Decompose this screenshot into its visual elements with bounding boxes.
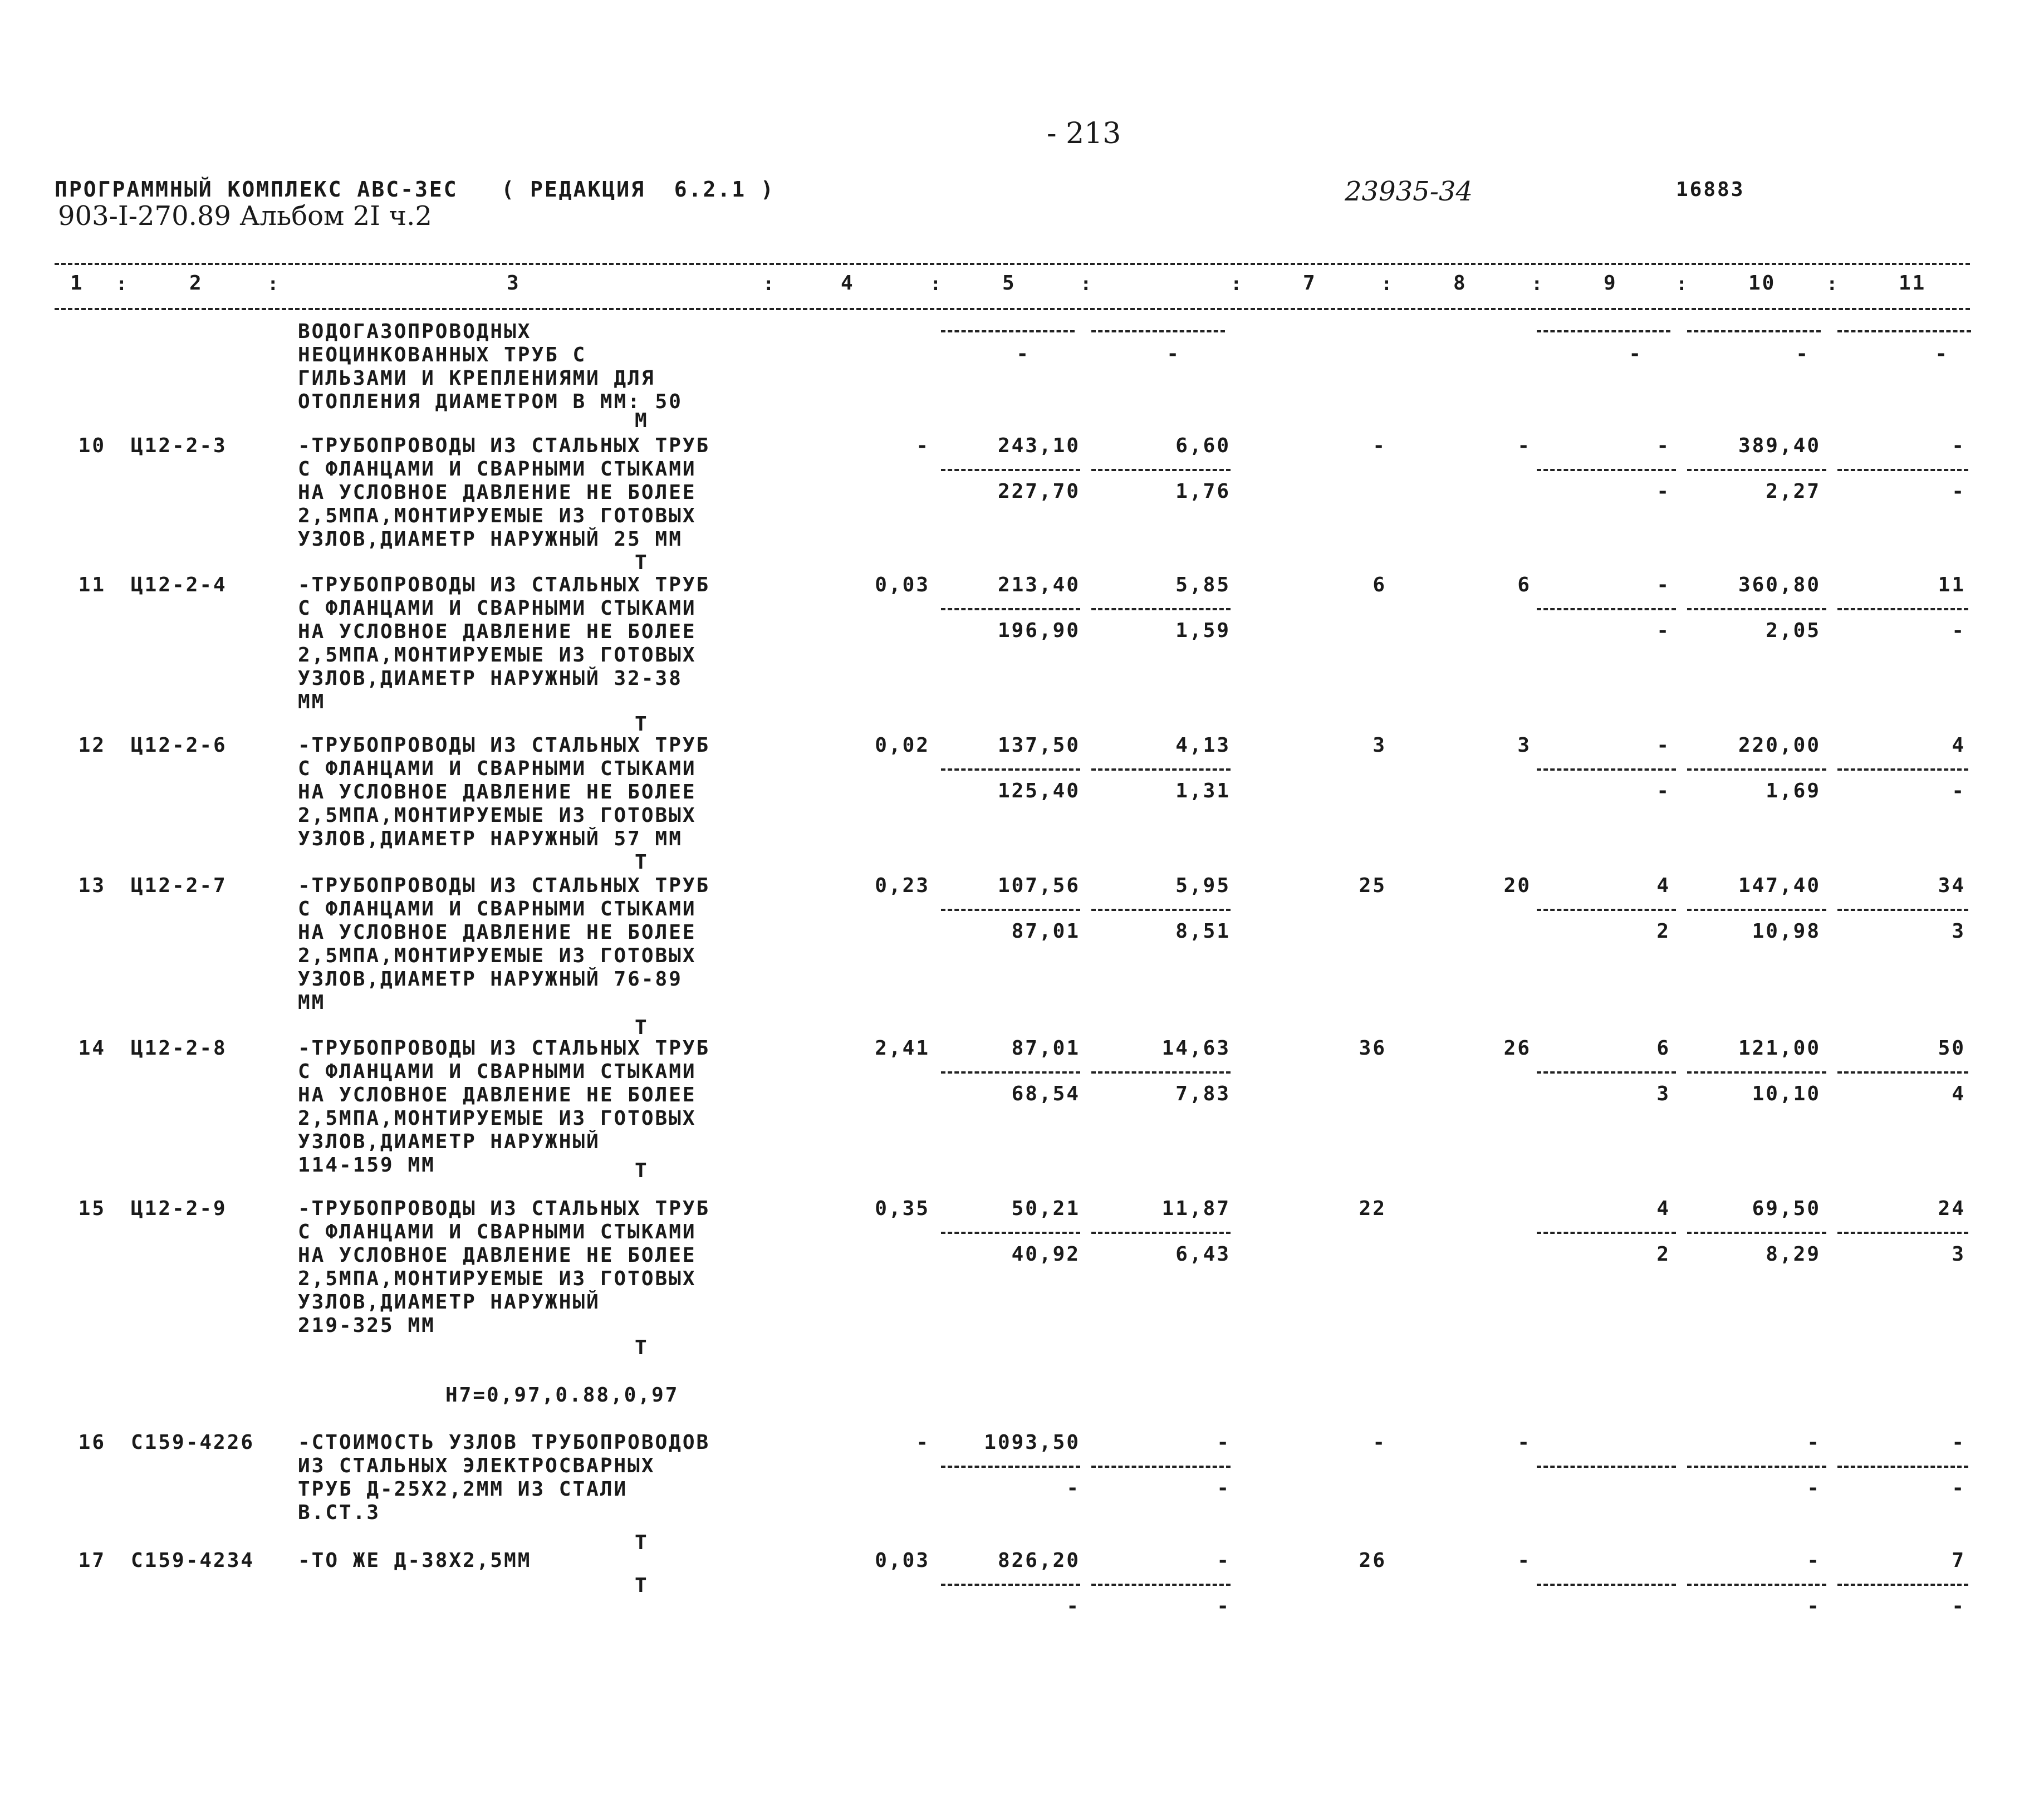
col5-top: 107,56 — [997, 874, 1080, 897]
row-unit: Т — [635, 851, 649, 874]
col7-value: 25 — [1359, 874, 1386, 897]
table-header-rule — [55, 308, 1970, 310]
column-header-9: 9 — [1604, 272, 1617, 295]
col4-value: - — [916, 434, 930, 457]
col11-top: 4 — [1952, 734, 1965, 757]
cell-separator — [1687, 608, 1826, 610]
col5-bottom: 40,92 — [1011, 1243, 1080, 1266]
col11-top: 7 — [1952, 1549, 1965, 1572]
cell-separator — [941, 469, 1080, 471]
col7-value: 3 — [1373, 734, 1386, 757]
cell-separator — [1091, 1466, 1231, 1468]
row-code: Ц12-2-7 — [131, 874, 227, 897]
col10-top: 69,50 — [1752, 1197, 1821, 1220]
coefficient-note: Н7=0,97,0.88,0,97 — [445, 1384, 679, 1407]
document-code: 23935-34 — [1345, 176, 1473, 207]
col9-bottom: 2 — [1656, 1243, 1670, 1266]
cell-separator — [1537, 330, 1670, 332]
col10-top: 147,40 — [1738, 874, 1821, 897]
column-separator: : — [116, 273, 129, 295]
col9-top: 6 — [1656, 1037, 1670, 1060]
row-unit: М — [635, 409, 649, 432]
col11-bottom: 3 — [1952, 920, 1965, 943]
col10-bottom: 2,05 — [1766, 619, 1821, 642]
col5-bottom: - — [1066, 1477, 1080, 1500]
row-unit: Т — [635, 713, 649, 736]
col9-bottom: - — [1629, 342, 1643, 365]
cell-separator — [1837, 768, 1968, 771]
col8-value: 3 — [1517, 734, 1531, 757]
row-number: 13 — [78, 874, 106, 897]
col11-bottom: 3 — [1952, 1243, 1965, 1266]
col11-bottom: - — [1952, 1477, 1965, 1500]
col6-top: 4,13 — [1175, 734, 1231, 757]
row-description: ВОДОГАЗОПРОВОДНЫХ НЕОЦИНКОВАННЫХ ТРУБ С ГИЛЬЗАМИ И КРЕПЛЕНИЯМИ ДЛЯ ОТОПЛЕНИЯ ДИАМЕТРОМ В ММ: 50 — [298, 320, 683, 413]
row-code: С159-4226 — [131, 1431, 255, 1454]
column-header-3: 3 — [507, 272, 521, 295]
col4-value: 0,03 — [875, 1549, 930, 1572]
col10-top: 389,40 — [1738, 434, 1821, 457]
col6-top: 14,63 — [1161, 1037, 1231, 1060]
cell-separator — [941, 1584, 1080, 1586]
col6-top: - — [1217, 1549, 1231, 1572]
col9-bottom: - — [1656, 619, 1670, 642]
col10-bottom: 1,69 — [1766, 780, 1821, 802]
cell-separator — [941, 1466, 1080, 1468]
cell-separator — [1537, 1466, 1676, 1468]
cell-separator — [1837, 909, 1968, 911]
col11-bottom: - — [1935, 342, 1949, 365]
col7-value: - — [1373, 434, 1386, 457]
col6-bottom: 1,59 — [1175, 619, 1231, 642]
col5-bottom: 196,90 — [997, 619, 1080, 642]
col10-top: - — [1807, 1549, 1821, 1572]
col5-top: 826,20 — [997, 1549, 1080, 1572]
cell-separator — [1537, 909, 1676, 911]
col10-bottom: 2,27 — [1766, 480, 1821, 503]
cell-separator — [1091, 909, 1231, 911]
col11-bottom: 4 — [1952, 1082, 1965, 1105]
cell-separator — [941, 768, 1080, 771]
column-header-11: 11 — [1899, 272, 1927, 295]
col10-top: 121,00 — [1738, 1037, 1821, 1060]
col5-bottom: 68,54 — [1011, 1082, 1080, 1105]
col6-bottom: 1,76 — [1175, 480, 1231, 503]
cell-separator — [1687, 1584, 1826, 1586]
cell-separator — [1837, 608, 1968, 610]
column-separator: : — [1080, 273, 1094, 295]
col6-bottom: 6,43 — [1175, 1243, 1231, 1266]
cell-separator — [1091, 608, 1231, 610]
col8-value: - — [1517, 1549, 1531, 1572]
col5-bottom: 125,40 — [997, 780, 1080, 802]
cell-separator — [1537, 1071, 1676, 1074]
column-separator: : — [1676, 273, 1689, 295]
col9-bottom: 3 — [1656, 1082, 1670, 1105]
col11-top: 24 — [1938, 1197, 1965, 1220]
col6-top: 11,87 — [1161, 1197, 1231, 1220]
cell-separator — [1687, 1466, 1826, 1468]
col4-value: 0,02 — [875, 734, 930, 757]
col11-top: - — [1952, 1431, 1965, 1454]
col10-top: 220,00 — [1738, 734, 1821, 757]
col5-top: 87,01 — [1011, 1037, 1080, 1060]
col11-top: 34 — [1938, 874, 1965, 897]
row-unit: Т — [635, 1531, 649, 1554]
column-separator: : — [1826, 273, 1840, 295]
col9-bottom: - — [1656, 780, 1670, 802]
row-description: -ТРУБОПРОВОДЫ ИЗ СТАЛЬНЫХ ТРУБ С ФЛАНЦАМИ И СВАРНЫМИ СТЫКАМИ НА УСЛОВНОЕ ДАВЛЕНИЕ НЕ БОЛЕЕ 2,5МПА,МОНТИРУЕМЫЕ ИЗ ГОТОВЫХ УЗЛОВ,ДИАМЕТР НАРУЖНЫЙ 57 ММ — [298, 734, 710, 850]
row-number: 11 — [78, 574, 106, 596]
cell-separator — [1837, 1071, 1968, 1074]
column-header-2: 2 — [189, 272, 203, 295]
row-unit: Т — [635, 551, 649, 574]
row-code: Ц12-2-9 — [131, 1197, 227, 1220]
cell-separator — [1537, 1584, 1676, 1586]
row-description: -ТРУБОПРОВОДЫ ИЗ СТАЛЬНЫХ ТРУБ С ФЛАНЦАМИ И СВАРНЫМИ СТЫКАМИ НА УСЛОВНОЕ ДАВЛЕНИЕ НЕ БОЛЕЕ 2,5МПА,МОНТИРУЕМЫЕ ИЗ ГОТОВЫХ УЗЛОВ,ДИАМЕТР НАРУЖНЫЙ 32-38 ММ — [298, 574, 710, 713]
column-separator: : — [1531, 273, 1545, 295]
column-separator: : — [1381, 273, 1394, 295]
col6-top: 5,95 — [1175, 874, 1231, 897]
cell-separator — [1091, 330, 1225, 332]
col7-value: 36 — [1359, 1037, 1386, 1060]
table-top-rule — [55, 263, 1970, 265]
row-description: -СТОИМОСТЬ УЗЛОВ ТРУБОПРОВОДОВ ИЗ СТАЛЬНЫХ ЭЛЕКТРОСВАРНЫХ ТРУБ Д-25Х2,2ММ ИЗ СТАЛИ В.СТ.3 — [298, 1431, 710, 1524]
row-code: Ц12-2-6 — [131, 734, 227, 757]
col8-value: - — [1517, 434, 1531, 457]
row-unit: Т — [635, 1016, 649, 1039]
row-description: -ТРУБОПРОВОДЫ ИЗ СТАЛЬНЫХ ТРУБ С ФЛАНЦАМИ И СВАРНЫМИ СТЫКАМИ НА УСЛОВНОЕ ДАВЛЕНИЕ НЕ БОЛЕЕ 2,5МПА,МОНТИРУЕМЫЕ ИЗ ГОТОВЫХ УЗЛОВ,ДИАМЕТР НАРУЖНЫЙ 76-89 ММ — [298, 874, 710, 1014]
col5-top: 243,10 — [997, 434, 1080, 457]
col11-top: 50 — [1938, 1037, 1965, 1060]
col10-bottom: 10,98 — [1752, 920, 1821, 943]
col5-bottom: 87,01 — [1011, 920, 1080, 943]
col4-value: 0,35 — [875, 1197, 930, 1220]
cell-separator — [1091, 1071, 1231, 1074]
column-header-8: 8 — [1453, 272, 1467, 295]
col4-value: 2,41 — [875, 1037, 930, 1060]
row-description: -ТРУБОПРОВОДЫ ИЗ СТАЛЬНЫХ ТРУБ С ФЛАНЦАМИ И СВАРНЫМИ СТЫКАМИ НА УСЛОВНОЕ ДАВЛЕНИЕ НЕ БОЛЕЕ 2,5МПА,МОНТИРУЕМЫЕ ИЗ ГОТОВЫХ УЗЛОВ,ДИАМЕТР НАРУЖНЫЙ 114-159 ММ — [298, 1037, 710, 1177]
col9-bottom: - — [1656, 480, 1670, 503]
column-separator: : — [267, 273, 281, 295]
row-number: 10 — [78, 434, 106, 457]
col5-top: 1093,50 — [984, 1431, 1080, 1454]
cell-separator — [1091, 768, 1231, 771]
col9-top: 4 — [1656, 1197, 1670, 1220]
col6-bottom: 7,83 — [1175, 1082, 1231, 1105]
col10-bottom: - — [1796, 342, 1810, 365]
col8-value: 6 — [1517, 574, 1531, 596]
col4-value: 0,03 — [875, 574, 930, 596]
row-number: 14 — [78, 1037, 106, 1060]
cell-separator — [1537, 608, 1676, 610]
row-code: Ц12-2-4 — [131, 574, 227, 596]
cell-separator — [1537, 1232, 1676, 1234]
col10-bottom: 10,10 — [1752, 1082, 1821, 1105]
row-number: 16 — [78, 1431, 106, 1454]
col7-value: 26 — [1359, 1549, 1386, 1572]
cell-separator — [1687, 909, 1826, 911]
col10-bottom: - — [1807, 1595, 1821, 1618]
column-header-10: 10 — [1748, 272, 1776, 295]
row-number: 17 — [78, 1549, 106, 1572]
col8-value: - — [1517, 1431, 1531, 1454]
col4-value: - — [916, 1431, 930, 1454]
col5-top: 213,40 — [997, 574, 1080, 596]
col6-bottom: - — [1166, 342, 1180, 365]
col4-value: 0,23 — [875, 874, 930, 897]
album-reference: 903-I-270.89 Альбом 2I ч.2 — [58, 200, 432, 232]
column-separator: : — [763, 273, 776, 295]
cell-separator — [1687, 330, 1821, 332]
column-header-4: 4 — [841, 272, 855, 295]
row-code: Ц12-2-3 — [131, 434, 227, 457]
row-description: -ТО ЖЕ Д-38Х2,5ММ — [298, 1549, 532, 1572]
col6-bottom: 8,51 — [1175, 920, 1231, 943]
row-description: -ТРУБОПРОВОДЫ ИЗ СТАЛЬНЫХ ТРУБ С ФЛАНЦАМИ И СВАРНЫМИ СТЫКАМИ НА УСЛОВНОЕ ДАВЛЕНИЕ НЕ БОЛЕЕ 2,5МПА,МОНТИРУЕМЫЕ ИЗ ГОТОВЫХ УЗЛОВ,ДИАМЕТР НАРУЖНЫЙ 25 ММ — [298, 434, 710, 551]
column-separator: : — [930, 273, 943, 295]
cell-separator — [941, 608, 1080, 610]
col11-top: - — [1952, 434, 1965, 457]
cell-separator — [1091, 1232, 1231, 1234]
col5-bottom: - — [1016, 342, 1030, 365]
cell-separator — [941, 1071, 1080, 1074]
row-unit: Т — [635, 1336, 649, 1359]
col9-top: 4 — [1656, 874, 1670, 897]
cell-separator — [1091, 469, 1231, 471]
cell-separator — [1091, 1584, 1231, 1586]
col6-bottom: 1,31 — [1175, 780, 1231, 802]
col11-bottom: - — [1952, 619, 1965, 642]
col7-value: 22 — [1359, 1197, 1386, 1220]
col11-bottom: - — [1952, 480, 1965, 503]
cell-separator — [1837, 1584, 1968, 1586]
col7-value: 6 — [1373, 574, 1386, 596]
column-separator: : — [1231, 273, 1244, 295]
col5-top: 137,50 — [997, 734, 1080, 757]
column-header-7: 7 — [1303, 272, 1317, 295]
col6-bottom: - — [1217, 1595, 1231, 1618]
col10-bottom: 8,29 — [1766, 1243, 1821, 1266]
cell-separator — [1537, 768, 1676, 771]
col5-bottom: 227,70 — [997, 480, 1080, 503]
cell-separator — [941, 1232, 1080, 1234]
row-unit: Т — [635, 1574, 649, 1597]
col10-bottom: - — [1807, 1477, 1821, 1500]
col9-bottom: 2 — [1656, 920, 1670, 943]
col9-top: - — [1656, 574, 1670, 596]
col5-bottom: - — [1066, 1595, 1080, 1618]
cell-separator — [1537, 469, 1676, 471]
col10-top: - — [1807, 1431, 1821, 1454]
cell-separator — [1837, 330, 1971, 332]
col7-value: - — [1373, 1431, 1386, 1454]
cell-separator — [1687, 768, 1826, 771]
row-number: 12 — [78, 734, 106, 757]
cell-separator — [1837, 1466, 1968, 1468]
col6-top: 5,85 — [1175, 574, 1231, 596]
col10-top: 360,80 — [1738, 574, 1821, 596]
column-header-5: 5 — [1002, 272, 1016, 295]
col6-top: 6,60 — [1175, 434, 1231, 457]
column-header-1: 1 — [70, 272, 84, 295]
col6-bottom: - — [1217, 1477, 1231, 1500]
program-header: ПРОГРАММНЫЙ КОМПЛЕКС АВС-3ЕС ( РЕДАКЦИЯ 6.2.1 ) — [55, 177, 775, 202]
col5-top: 50,21 — [1011, 1197, 1080, 1220]
row-description: -ТРУБОПРОВОДЫ ИЗ СТАЛЬНЫХ ТРУБ С ФЛАНЦАМИ И СВАРНЫМИ СТЫКАМИ НА УСЛОВНОЕ ДАВЛЕНИЕ НЕ БОЛЕЕ 2,5МПА,МОНТИРУЕМЫЕ ИЗ ГОТОВЫХ УЗЛОВ,ДИАМЕТР НАРУЖНЫЙ 219-325 ММ — [298, 1197, 710, 1337]
cell-separator — [941, 330, 1075, 332]
row-code: Ц12-2-8 — [131, 1037, 227, 1060]
col11-bottom: - — [1952, 1595, 1965, 1618]
col8-value: 20 — [1503, 874, 1531, 897]
col8-value: 26 — [1503, 1037, 1531, 1060]
row-code: С159-4234 — [131, 1549, 255, 1572]
cell-separator — [941, 909, 1080, 911]
col9-top: - — [1656, 734, 1670, 757]
col9-top: - — [1656, 434, 1670, 457]
cell-separator — [1687, 1071, 1826, 1074]
cell-separator — [1687, 469, 1826, 471]
cell-separator — [1687, 1232, 1826, 1234]
document-number: 16883 — [1676, 178, 1745, 201]
col11-bottom: - — [1952, 780, 1965, 802]
cell-separator — [1837, 469, 1968, 471]
page-number: - 213 — [1047, 117, 1121, 150]
col11-top: 11 — [1938, 574, 1965, 596]
row-number: 15 — [78, 1197, 106, 1220]
cell-separator — [1837, 1232, 1968, 1234]
col6-top: - — [1217, 1431, 1231, 1454]
row-unit: Т — [635, 1159, 649, 1182]
